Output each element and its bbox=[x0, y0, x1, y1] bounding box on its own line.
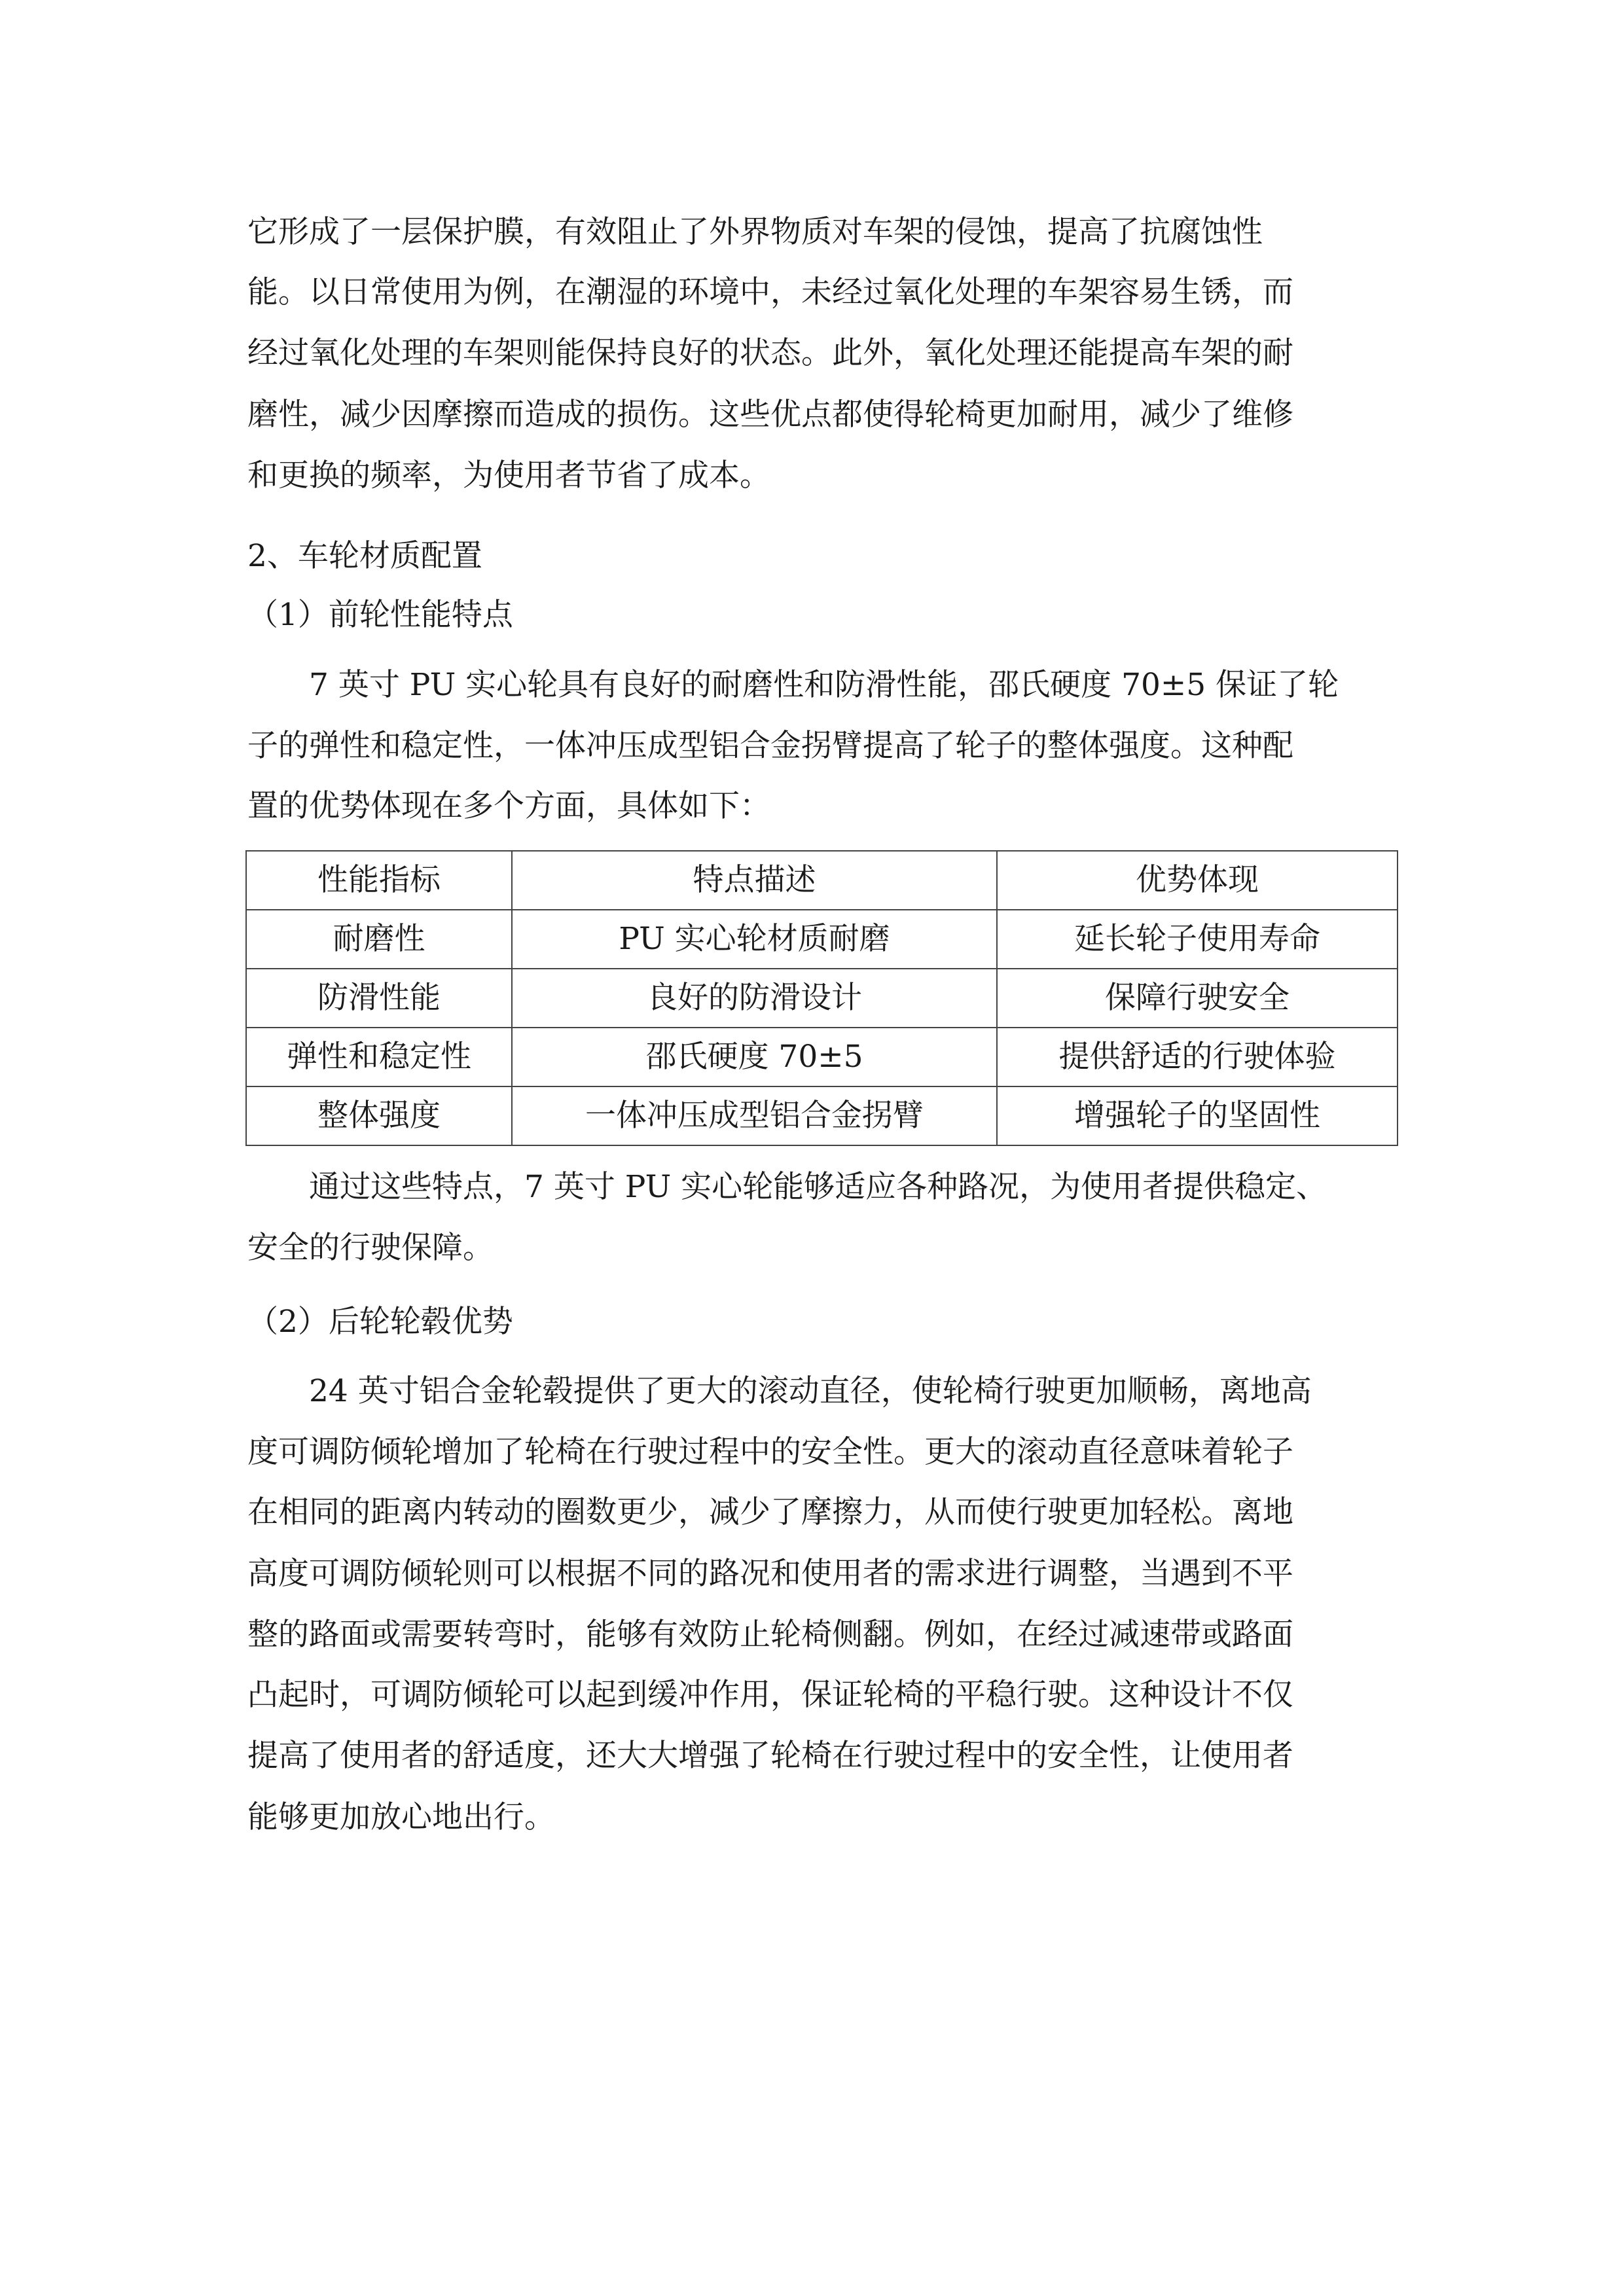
paragraph-line: 凸起时，可调防倾轮可以起到缓冲作用，保证轮椅的平稳行驶。这种设计不仅 bbox=[247, 1677, 1293, 1713]
table-header-row bbox=[246, 851, 1398, 910]
subsection-heading: （2）后轮轮毂优势 bbox=[247, 1304, 513, 1340]
paragraph-line: 子的弹性和稳定性，一体冲压成型铝合金拐臂提高了轮子的整体强度。这种配 bbox=[247, 728, 1293, 764]
performance-table bbox=[245, 850, 1398, 1146]
paragraph-line: 提高了使用者的舒适度，还大大增强了轮椅在行驶过程中的安全性，让使用者 bbox=[247, 1738, 1293, 1774]
table-cell: 耐磨性 bbox=[246, 910, 512, 969]
paragraph-line: 经过氧化处理的车架则能保持良好的状态。此外，氧化处理还能提高车架的耐 bbox=[247, 335, 1293, 371]
table-header-cell: 性能指标 bbox=[246, 851, 512, 910]
table-cell: 良好的防滑设计 bbox=[512, 969, 997, 1028]
table-row bbox=[246, 1028, 1398, 1086]
table-cell: 整体强度 bbox=[246, 1086, 512, 1145]
table-cell: 邵氏硬度 70±5 bbox=[512, 1028, 997, 1086]
paragraph-line: 磨性，减少因摩擦而造成的损伤。这些优点都使得轮椅更加耐用，减少了维修 bbox=[247, 397, 1293, 433]
paragraph-line: 整的路面或需要转弯时，能够有效防止轮椅侧翻。例如，在经过减速带或路面 bbox=[247, 1617, 1293, 1653]
paragraph-line: 7 英寸 PU 实心轮具有良好的耐磨性和防滑性能，邵氏硬度 70±5 保证了轮 bbox=[309, 667, 1339, 703]
subsection-heading: （1）前轮性能特点 bbox=[247, 597, 513, 633]
paragraph-line: 在相同的距离内转动的圈数更少，减少了摩擦力，从而使行驶更加轻松。离地 bbox=[247, 1494, 1293, 1530]
paragraph-line: 安全的行驶保障。 bbox=[247, 1230, 494, 1266]
table-row bbox=[246, 969, 1398, 1028]
table-header-cell: 优势体现 bbox=[997, 851, 1398, 910]
paragraph-line: 度可调防倾轮增加了轮椅在行驶过程中的安全性。更大的滚动直径意味着轮子 bbox=[247, 1434, 1293, 1470]
table-cell: 一体冲压成型铝合金拐臂 bbox=[512, 1086, 997, 1145]
table-row bbox=[246, 1086, 1398, 1145]
table-cell: 弹性和稳定性 bbox=[246, 1028, 512, 1086]
table-cell: 延长轮子使用寿命 bbox=[997, 910, 1398, 969]
table-cell: 保障行驶安全 bbox=[997, 969, 1398, 1028]
table-cell: 增强轮子的坚固性 bbox=[997, 1086, 1398, 1145]
section-heading: 2、车轮材质配置 bbox=[247, 538, 482, 574]
paragraph-line: 能够更加放心地出行。 bbox=[247, 1799, 555, 1835]
table-header-cell: 特点描述 bbox=[512, 851, 997, 910]
paragraph-line: 它形成了一层保护膜，有效阻止了外界物质对车架的侵蚀，提高了抗腐蚀性 bbox=[247, 214, 1263, 250]
paragraph-line: 高度可调防倾轮则可以根据不同的路况和使用者的需求进行调整，当遇到不平 bbox=[247, 1556, 1293, 1592]
paragraph-line: 和更换的频率，为使用者节省了成本。 bbox=[247, 457, 770, 493]
table-cell: 防滑性能 bbox=[246, 969, 512, 1028]
table-row bbox=[246, 910, 1398, 969]
paragraph-line: 24 英寸铝合金轮毂提供了更大的滚动直径，使轮椅行驶更加顺畅，离地高 bbox=[309, 1373, 1312, 1409]
table-cell: PU 实心轮材质耐磨 bbox=[512, 910, 997, 969]
paragraph-line: 能。以日常使用为例，在潮湿的环境中，未经过氧化处理的车架容易生锈，而 bbox=[247, 274, 1293, 310]
paragraph-line: 通过这些特点，7 英寸 PU 实心轮能够适应各种路况，为使用者提供稳定、 bbox=[309, 1169, 1327, 1205]
table-cell: 提供舒适的行驶体验 bbox=[997, 1028, 1398, 1086]
paragraph-line: 置的优势体现在多个方面，具体如下： bbox=[247, 788, 770, 824]
